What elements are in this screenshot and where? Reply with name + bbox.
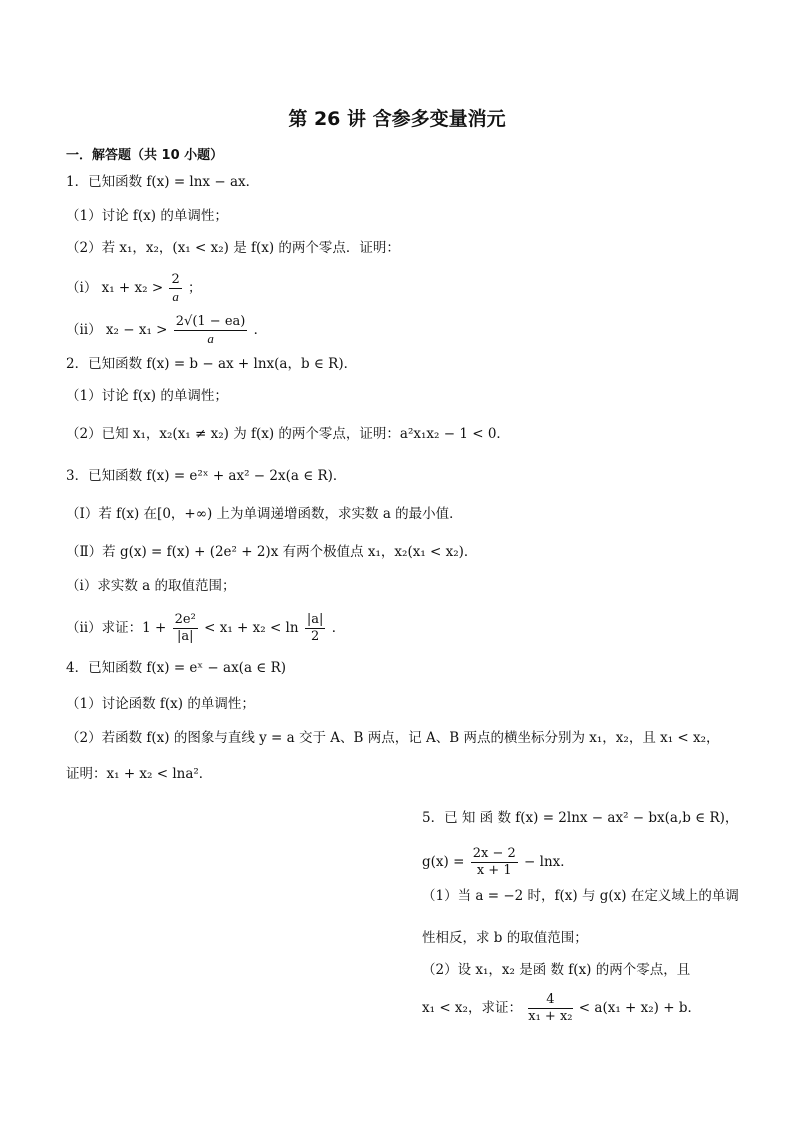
numerator: |a|: [306, 612, 324, 627]
problem-5-part-1-cont: 性相反，求 b 的取值范围；: [422, 930, 588, 946]
fraction: [305, 612, 326, 645]
problem-1-part-2-i: [66, 272, 202, 305]
text: （ⅱ）求证：1 +: [66, 620, 167, 636]
page-title: 第 26 讲 含参多变量消元: [288, 108, 506, 130]
text: ．: [253, 322, 268, 338]
text: < x₁ + x₂ < ln: [204, 620, 299, 636]
text: （ⅱ） x₂ − x₁ >: [66, 322, 168, 338]
section-heading: 一．解答题（共 10 小题）: [66, 148, 224, 163]
fraction: [174, 314, 248, 347]
fraction: [528, 992, 572, 1025]
problem-5-part-2: （2）设 x₁，x₂ 是函 数 f(x) 的两个零点，且: [422, 962, 691, 978]
text: − lnx．: [524, 854, 574, 870]
problem-4-part-2-cont: 证明：x₁ + x₂ < lna²．: [66, 766, 213, 782]
denominator: x₁ + x₂: [528, 1009, 573, 1024]
numerator: 2x − 2: [472, 846, 516, 861]
problem-5-part-2-cont: [422, 992, 701, 1025]
problem-2-part-1: （1）讨论 f(x) 的单调性；: [66, 388, 228, 404]
problem-3-part-II-ii: [66, 612, 345, 645]
problem-4-part-1: （1）讨论函数 f(x) 的单调性；: [66, 696, 255, 712]
problem-3-part-I: （Ⅰ）若 f(x) 在[0，+∞) 上为单调递增函数，求实数 a 的最小值．: [66, 506, 463, 522]
problem-1-statement: 1．已知函数 f(x) = lnx − ax．: [66, 174, 260, 190]
fraction: [471, 846, 518, 879]
problem-3-part-II-i: （ⅰ）求实数 a 的取值范围；: [66, 578, 236, 594]
problem-4-part-2: （2）若函数 f(x) 的图象与直线 y = a 交于 A、B 两点，记 A、B 两点的横坐标分别为 x₁，x₂，且 x₁ < x₂，: [66, 730, 720, 746]
problem-2-statement: 2．已知函数 f(x) = b − ax + lnx(a，b ∈ R)．: [66, 356, 358, 372]
text: （ⅰ） x₁ + x₂ >: [66, 280, 164, 296]
numerator: 2e²: [174, 612, 196, 627]
problem-3-statement: 3．已知函数 f(x) = e²ˣ + ax² − 2x(a ∈ R)．: [66, 468, 347, 484]
problem-3-part-II: （Ⅱ）若 g(x) = f(x) + (2e² + 2)x 有两个极值点 x₁，x₂(x₁ < x₂)．: [66, 544, 478, 560]
problem-1-part-2: （2）若 x₁，x₂，(x₁ < x₂) 是 f(x) 的两个零点．证明：: [66, 240, 400, 256]
denominator: a: [172, 289, 179, 304]
text: < a(x₁ + x₂) + b．: [578, 1000, 701, 1016]
problem-2-part-2: （2）已知 x₁，x₂(x₁ ≠ x₂) 为 f(x) 的两个零点，证明：a²x₁x₂ − 1 < 0．: [66, 426, 510, 442]
denominator: |a|: [176, 629, 194, 644]
fraction: [173, 612, 198, 645]
problem-5-statement: 5．已 知 函 数 f(x) = 2lnx − ax² − bx(a,b ∈ R)，: [422, 810, 739, 826]
text: x₁ < x₂，求证：: [422, 1000, 522, 1016]
numerator: 2: [171, 272, 180, 287]
problem-1-part-1: （1）讨论 f(x) 的单调性；: [66, 208, 228, 224]
denominator: 2: [310, 629, 320, 644]
numerator: 4: [528, 992, 572, 1009]
problem-4-statement: 4．已知函数 f(x) = eˣ − ax(a ∈ R): [66, 660, 287, 676]
numerator: 2√(1 − ea): [175, 314, 246, 329]
denominator: x + 1: [476, 863, 512, 878]
problem-1-part-2-ii: [66, 314, 267, 347]
problem-5-g-function: [422, 846, 574, 879]
denominator: a: [207, 331, 214, 346]
fraction: [169, 272, 181, 305]
text: g(x) =: [422, 854, 465, 870]
problem-5-part-1: （1）当 a = −2 时，f(x) 与 g(x) 在定义域上的单调: [422, 888, 739, 904]
text: ；: [188, 280, 202, 296]
text: ．: [331, 620, 346, 636]
